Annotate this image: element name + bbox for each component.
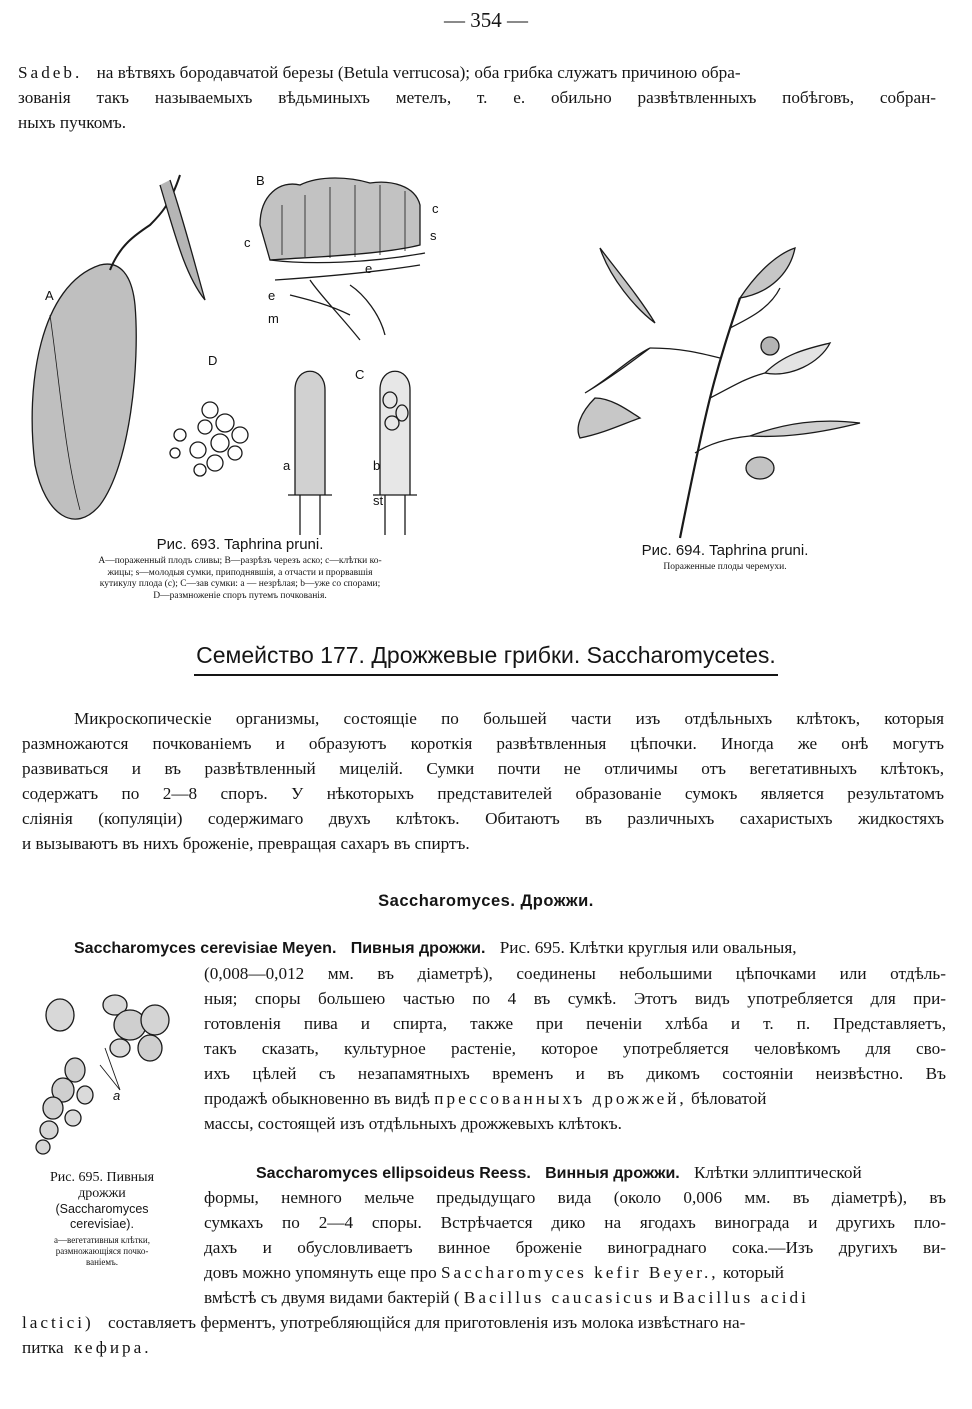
ellipsoideus-line-8 <box>22 1335 946 1360</box>
kefir-species: Saccharomyces kefir Beyer., <box>440 1263 719 1282</box>
ellipsoideus-line-6 <box>204 1285 946 1310</box>
fig693-label-e2: e <box>268 288 276 303</box>
cerevisiae-line-8: массы, состоящей изъ отдѣльныхъ дрожжевыхъ клѣтокъ. <box>204 1114 622 1133</box>
ellipsoideus-line-5-b: который <box>722 1263 784 1282</box>
asci-drawing <box>288 371 417 535</box>
cerevisiae-species: Saccharomyces cerevisiae Meyen. <box>74 940 337 957</box>
cerevisiae-text-column <box>204 961 946 1136</box>
figure-695-caption-small-3: ваніемъ. <box>85 1257 119 1267</box>
intro-line-1-text: на вѣтвяхъ бородавчатой березы (Betula verrucosa); оба грибка служатъ причиною обра- <box>96 63 741 82</box>
family-heading <box>0 642 972 669</box>
figure-693-caption-title: Рис. 693. Taphrina pruni. <box>156 536 324 553</box>
figure-695-caption <box>14 1170 190 1268</box>
figure-695-caption-small-2: размножающіяся почко- <box>55 1246 149 1256</box>
ellipsoideus-tail <box>22 1310 946 1360</box>
author-abbrev: Sadeb. <box>18 63 83 82</box>
bird-cherry-branch-drawing <box>578 248 860 538</box>
family-line-2: размножаются почкованіемъ и образуютъ короткія развѣтвленныя цѣпочки. Иногда же онѣ могутъ <box>22 734 944 753</box>
page-number: — 354 — <box>444 8 528 32</box>
fig693-label-B: B <box>256 173 265 188</box>
cerevisiae-line-7-b: бѣловатой <box>691 1089 767 1108</box>
figure-693-caption-line-3: кутикулу плода (c); C—зав сумки: a — незрѣлая; b—уже со спорами; <box>99 579 381 589</box>
figure-694-caption-title: Рис. 694. Taphrina pruni. <box>641 542 809 559</box>
figure-694-caption <box>600 542 850 574</box>
fig693-label-c2: c <box>244 235 251 250</box>
ellipsoideus-common-name: Винныя дрожжи. <box>545 1165 680 1182</box>
figure-694-caption-sub: Пораженные плоды черемухи. <box>663 562 787 572</box>
fig695-label-a: a <box>113 1088 121 1103</box>
bacillus-caucasicus: Bacillus caucasicus <box>463 1288 656 1307</box>
yeast-cells-drawing <box>36 995 169 1154</box>
cerevisiae-line-3: ныя; споры большею частью по 4 въ сумкѣ. Этотъ видъ употребляется для при- <box>204 989 946 1008</box>
ellipsoideus-line-6-mid: и <box>659 1288 673 1307</box>
ellipsoideus-line-3: сумкахъ по 2—4 споры. Встрѣчается дико на ягодахъ винограда и другихъ пло- <box>204 1213 946 1232</box>
figure-695-caption-line-3: (Saccharomyces <box>55 1202 149 1216</box>
fig693-label-D: D <box>208 353 218 368</box>
figure-693-caption-line-2: жицы; s—молодыя сумки, приподнявшія, а отчасти и прорвавшія <box>107 567 373 578</box>
cerevisiae-line-7-a: продажѣ обыкновенно въ видѣ <box>204 1089 430 1108</box>
budding-spores-drawing <box>170 402 248 476</box>
family-description <box>22 707 944 857</box>
fig693-label-s: s <box>430 228 437 243</box>
figure-693-caption <box>15 536 465 602</box>
kefir-word: кефира. <box>73 1338 152 1357</box>
figure-693-caption-line-1: A—пораженный плодъ сливы; B—разрѣзъ черезъ аско; c—клѣтки ко- <box>98 556 382 566</box>
figure-695-caption-small-1: a—вегетативныя клѣтки, <box>54 1235 150 1245</box>
ellipsoideus-line-7 <box>22 1310 946 1335</box>
ellipsoideus-line-8-a: питка <box>22 1338 64 1357</box>
family-line-5: слiянія (копуляціи) содержимаго двухъ клѣтокъ. Обитаютъ въ различныхъ сахаристыхъ жидкостяхъ <box>22 809 944 828</box>
fig693-label-C: C <box>355 367 365 382</box>
diseased-plum-drawing <box>32 175 205 519</box>
ellipsoideus-line-1 <box>204 1160 946 1185</box>
ellipsoideus-line-6-a: вмѣстѣ съ двумя видами бактерій ( <box>204 1288 460 1307</box>
bacillus-lactici: lactici) <box>22 1313 94 1332</box>
ellipsoideus-line-5 <box>204 1260 946 1285</box>
family-heading-text: Семейство 177. Дрожжевые грибки. Saccharomycetes. <box>194 642 778 676</box>
fig693-label-A: A <box>45 288 54 303</box>
cerevisiae-common-name: Пивныя дрожжи. <box>350 940 486 957</box>
ellipsoideus-line-1-text: Клѣтки эллиптической <box>694 1163 862 1182</box>
intro-line-2: зованія такъ называемыхъ вѣдьминыхъ метелъ, т. е. обильно развѣтвленныхъ побѣговъ, собран- <box>18 88 936 107</box>
figure-695-illustration <box>25 990 185 1165</box>
ellipsoideus-line-2: формы, немного мельче предыдущаго вида (около 0,006 мм. въ діаметрѣ), въ <box>204 1188 946 1207</box>
family-line-3: развиваться и въ развѣтвленный мицелій. Сумки почти не отличимы отъ вегетативныхъ клѣтокъ, <box>22 759 944 778</box>
ellipsoideus-line-5-a: довъ можно упомянуть еще про <box>204 1263 437 1282</box>
fig693-label-st: st <box>373 493 384 508</box>
ascus-section-drawing <box>260 178 425 340</box>
intro-line-3: ныхъ пучкомъ. <box>18 113 127 132</box>
cerevisiae-pressed-yeast: прессованныхъ дрожжей, <box>434 1089 687 1108</box>
cerevisiae-line-1-text: Рис. 695. Клѣтки круглыя или овальныя, <box>499 938 797 957</box>
family-line-1: Микроскопическіе организмы, состоящіе по большей части изъ отдѣльныхъ клѣтокъ, которыя <box>74 709 944 728</box>
ellipsoideus-line-7-text: составляетъ ферментъ, употребляющійся для приготовленія изъ молока извѣстнаго на- <box>108 1313 746 1332</box>
figure-695-caption-line-1: Рис. 695. Пивныя <box>49 1170 155 1185</box>
figure-694-illustration <box>570 238 870 538</box>
cerevisiae-line-4: готовленія пива и спирта, также при печеніи хлѣба и т. п. Представляетъ, <box>204 1014 946 1033</box>
cerevisiae-line-6: ихъ цѣлей съ незапамятныхъ временъ и въ дикомъ состояніи неизвѣстно. Въ <box>204 1064 946 1083</box>
figure-693-caption-line-4: D—размноженіе споръ путемъ почкованія. <box>153 590 327 601</box>
figure-695-caption-line-4: cerevisiae). <box>70 1217 134 1231</box>
cerevisiae-line-2: (0,008—0,012 мм. въ діаметрѣ), соединены небольшими цѣпочками или отдѣль- <box>204 964 946 983</box>
fig693-label-e1: e <box>365 261 373 276</box>
cerevisiae-line-7 <box>204 1086 946 1111</box>
intro-line-1 <box>18 60 936 85</box>
ellipsoideus-species: Saccharomyces ellipsoideus Reess. <box>256 1165 531 1182</box>
intro-paragraph <box>18 60 936 135</box>
family-line-6: и вызываютъ въ нихъ броженіе, превращая сахаръ въ спиртъ. <box>22 834 470 853</box>
fig693-label-a: a <box>283 458 291 473</box>
cerevisiae-line-5: такъ сказать, культурное растеніе, которое употребляется человѣкомъ для сво- <box>204 1039 946 1058</box>
ellipsoideus-text-column <box>204 1160 946 1310</box>
cerevisiae-line-1 <box>74 935 946 960</box>
figure-693-illustration <box>20 165 500 545</box>
ellipsoideus-line-4: дахъ и обусловливаетъ винное броженіе винограднаго сока.—Изъ другихъ ви- <box>204 1238 946 1257</box>
fig693-label-c1: c <box>432 201 439 216</box>
genus-heading: Saccharomyces. Дрожжи. <box>378 892 594 910</box>
fig693-label-m: m <box>268 311 279 326</box>
bacillus-acidi: Bacillus acidi <box>672 1288 809 1307</box>
cerevisiae-line-1-row <box>74 935 946 960</box>
family-line-4: содержатъ по 2—8 споръ. У нѣкоторыхъ представителей образованіе сумокъ является результатомъ <box>22 784 944 803</box>
figure-695-caption-line-2: дрожжи <box>78 1186 126 1201</box>
fig693-label-b: b <box>373 458 381 473</box>
